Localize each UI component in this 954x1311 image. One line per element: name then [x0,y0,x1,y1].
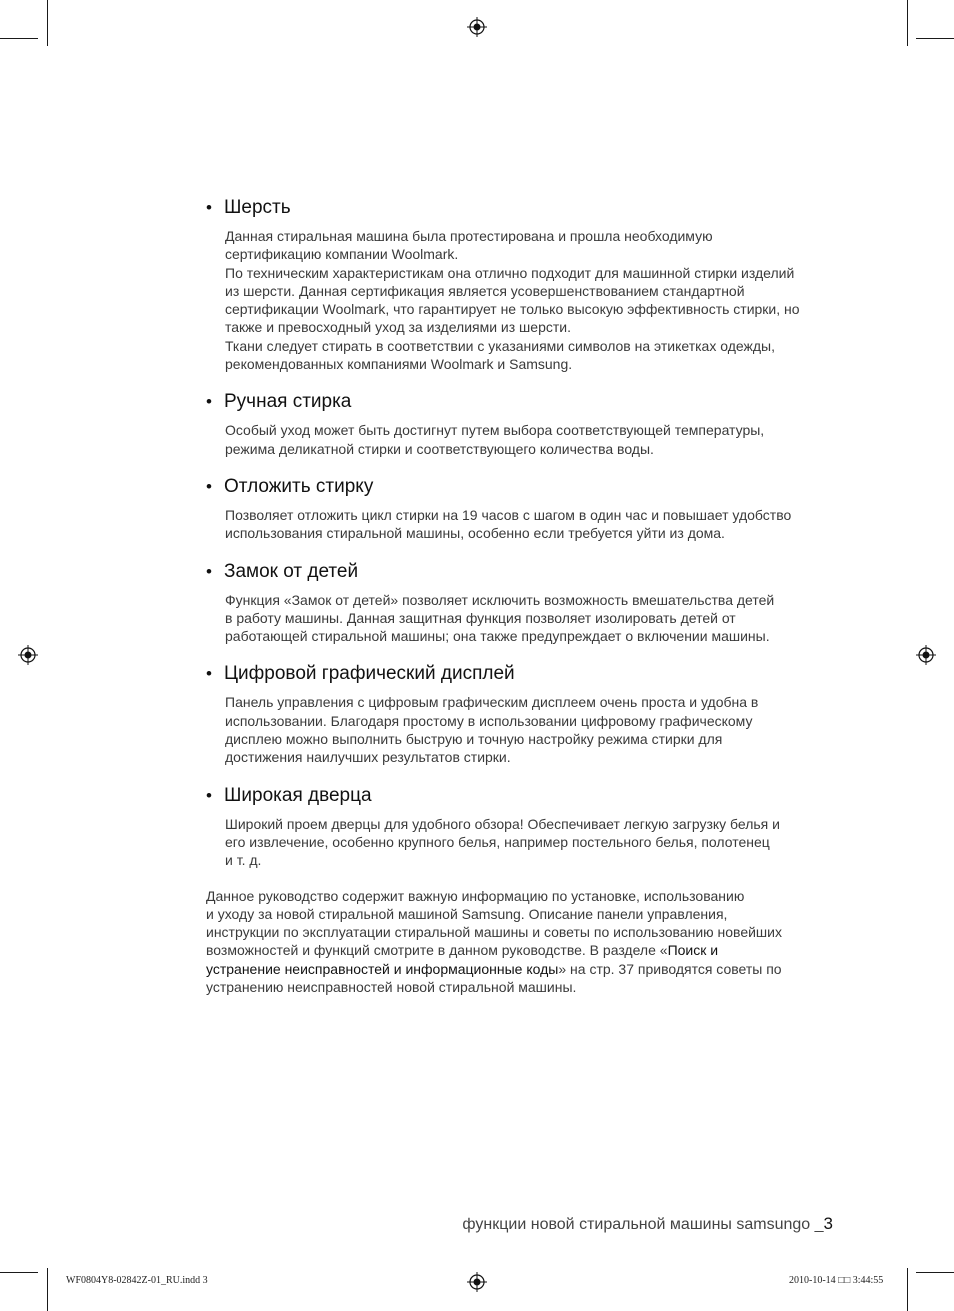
crop-mark [907,0,908,46]
crop-mark [47,0,48,46]
feature-description: Широкий проем дверцы для удобного обзора! Обеспечивает легкую загрузку белья и его извлечение, особенно крупного белья, например постельного белья, полотенец и т. д. [225,815,780,869]
registration-mark-icon [467,1272,487,1292]
slug-timestamp: 2010-10-14 □□ 3:44:55 [789,1275,884,1286]
feature-heading: • Замок от детей [206,560,359,582]
slug-filename: WF0804Y8-02842Z-01_RU.indd 3 [66,1275,208,1286]
feature-description: Функция «Замок от детей» позволяет исключить возможность вмешательства детей в работу машины. Данная защитная функция позволяет изолировать детей от работающей стиральной машины; она также предупреждает о включении машины. [225,591,775,645]
feature-section [206,475,836,543]
crop-mark [0,1272,38,1273]
feature-heading: • Шерсть [206,197,291,218]
bullet-icon: • [206,198,212,217]
crop-mark [47,1268,48,1311]
registration-mark-icon [916,645,936,665]
crop-mark [907,1268,908,1311]
feature-section [206,662,836,766]
registration-mark-icon [467,17,487,37]
page-number: 3 [823,1214,833,1233]
registration-mark-icon [18,645,38,665]
bullet-icon: • [206,561,212,581]
feature-heading: • Широкая дверца [206,784,372,806]
feature-section [206,784,836,870]
intro-paragraph: Данное руководство содержит важную информацию по установке, использованию и уходу за новой стиральной машиной Samsung. Описание панели управления, инструкции по эксплуатации стиральной машины и советы по использованию новейших возможностей и функций смотрите в данном руководстве. В разделе «Поиск и устранение неисправностей и информационные коды» на стр. 37 приводятся советы по устранению неисправностей новой стиральной машины. [206,887,782,996]
crop-mark [0,38,38,39]
troubleshooting-reference: устранение неисправностей и информационные коды [206,960,559,977]
feature-description: Данная стиральная машина была протестирована и прошла необходимую сертификацию компании Woolmark. По техническим характеристикам она отлично подходит для машинной стирки изделий из шерсти. Данная сертификация является усовершенствованием стандартной сертификации Woolmark, что гарантирует не только высокую эффективность стирки, но также и превосходный уход за изделиями из шерсти. Ткани следует стирать в соответствии с указаниями символов на этикетках одежды, рекомендованных компаниями Woolmark и Samsung. [225,228,800,373]
feature-section [206,196,836,373]
feature-heading: • Отложить стирку [206,475,374,497]
feature-heading: • Цифровой графический дисплей [206,663,515,685]
feature-description: Позволяет отложить цикл стирки на 19 часов с шагом в один час и повышает удобство использования стиральной машины, особенно если требуется уйти из дома. [225,506,792,542]
feature-section [206,560,836,646]
bullet-icon: • [206,476,212,496]
feature-heading: • Ручная стирка [206,391,352,413]
troubleshooting-reference: Поиск и [667,942,719,959]
bullet-icon: • [206,785,212,805]
feature-section [206,390,836,458]
main-content [206,196,836,996]
bullet-icon: • [206,664,212,684]
crop-mark [916,38,954,39]
feature-description: Панель управления с цифровым графическим дисплеем очень проста и удобна в использовании. Благодаря простому в использовании цифровому графическому дисплею можно выполнить быструю и точную настройку режима стирки для достижения наилучших результатов стирки. [225,694,759,766]
feature-description: Особый уход может быть достигнут путем выбора соответствующей температуры, режима деликатной стирки и соответствующего количества воды. [225,422,765,457]
crop-mark [916,1272,954,1273]
page-footer: функции новой стиральной машины samsungo _3 [462,1214,833,1233]
bullet-icon: • [206,392,212,412]
